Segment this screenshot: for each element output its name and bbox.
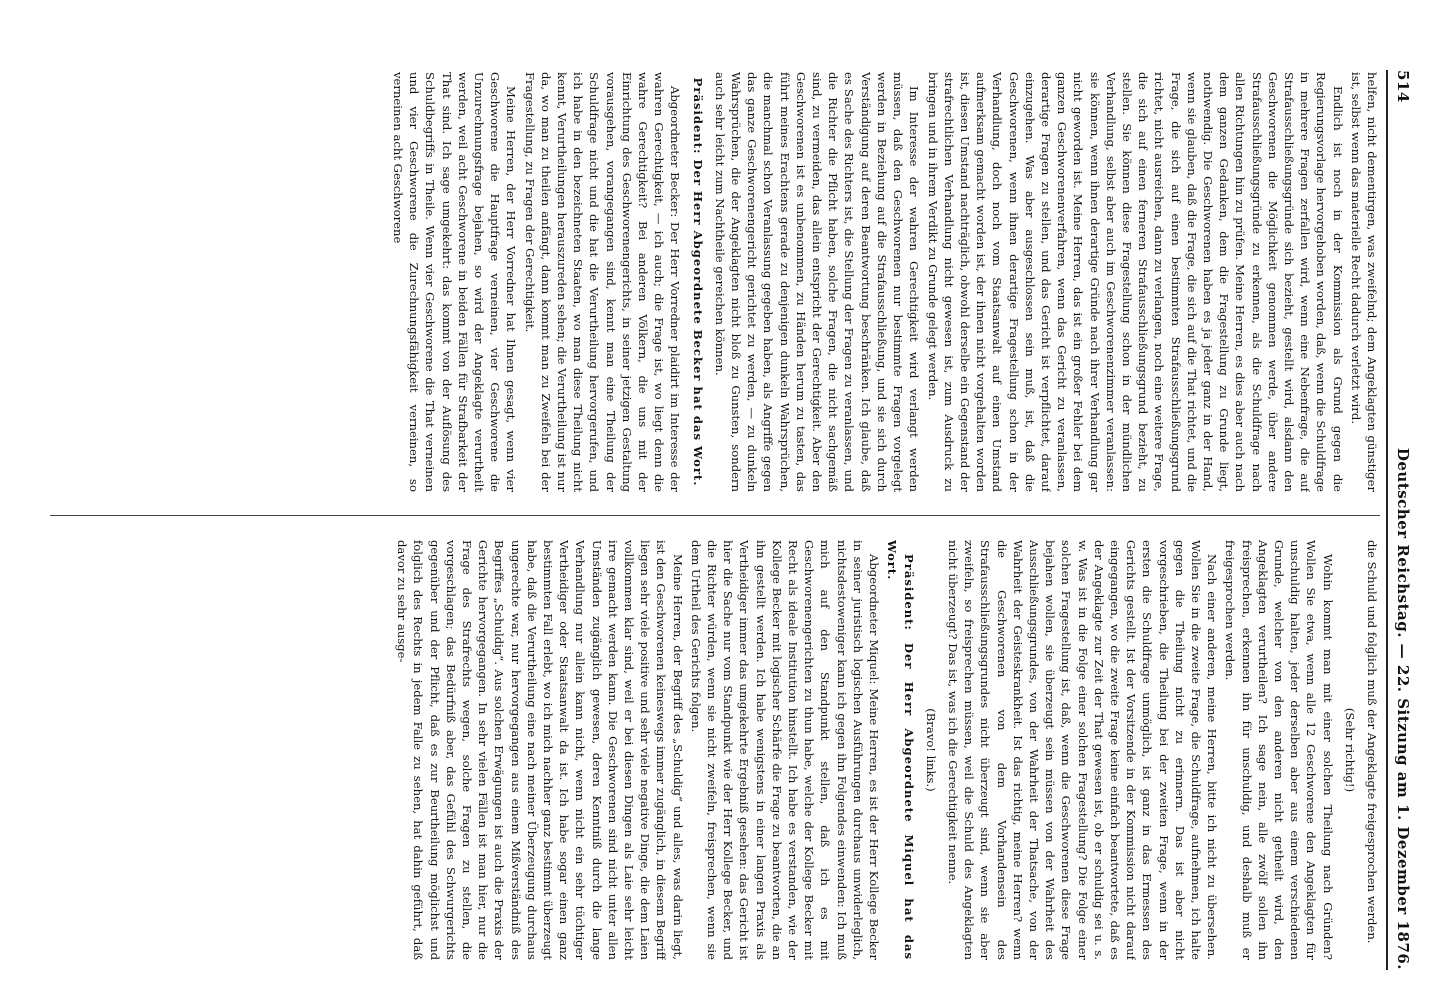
page-number: 514 xyxy=(1394,70,1412,103)
right-column xyxy=(50,540,1380,960)
paragraph: Im Interesse der wahren Gerechtigkeit wird verlangt werden müssen, daß den Geschworenen nur bestimmte Fragen vorgelegt werden in Beziehung auf die Strafausschließung, und sie sich durch Verständigung auf deren Beantwortung beschränken. Ich glaube, daß es Sache des Richters ist, die Stellung der Fragen zu veranlassen, und die Richter die Pflicht haben, solche Fragen, die nicht sachgemäß sind, zu vermeiden, das allein entspricht der Gerechtigkeit. Aber den Geschworenen ist es unbenommen, zu Händen herum zu tasten, das führt meines Erachtens gerade zu denjenigen dunkeln Wahrsprüchen, die manchmal schon Veranlassung gegeben haben, als Angriffe gegen das ganze Geschworenengericht gerichtet zu werden, — zu dunkeln Wahrsprüchen, die der Angeklagten nicht bloß zu Gunsten, sondern auch sehr leicht zum Nachtheile gereichen können. xyxy=(712,72,922,492)
interjection: (Sehr richtig!) xyxy=(1342,707,1357,793)
paragraph: Wohin kommt man mit einer solchen Theilung nach Gründen? Wollen Sie etwa, wenn alle 12 Geschworene den Angeklagten für unschuldig halten, jeder derselben aber aus einem verschiedenen Grunde, welcher von den anderen nicht getheilt wird, den Angeklagten verurtheilen? Ich sage nein, alle zwölf sollen ihn freisprechen, erkennen ihn für unschuldig, und deshalb muß er freigesprochen werden. xyxy=(1223,540,1335,960)
running-title: Deutscher Reichstag. — 22. Sitzung am 1. Dezember 1876. xyxy=(1394,447,1412,970)
speaker-line: Präsident: Der Herr Abgeordnete Miquel hat das Wort. xyxy=(885,540,916,960)
paragraph: Meine Herren, der Begriff des „Schuldig“ und alles, was darin liegt, ist den Geschworenen keineswegs immer zugänglich, in diesem Begriff liegen sehr viele positive und sehr viele negative Dinge, die dem Laien vollkommen klar sind, weil er bei diesen Dingen als Laie sehr leicht irre gemacht werden kann. Die Geschworenen sind nicht unter allen Umständen zugänglich gewesen, deren Kenntniß durch die lange Verhandlung nur allein kann nicht, wenn nicht ein sehr tüchtiger Vertheidiger oder Staatsanwalt da ist. Ich habe sogar einen ganz bestimmten Fall erlebt, wo ich mich nachher ganz bestimmt überzeugt habe, daß die Verurtheilung eine nach meiner Überzeugung durchaus ungerechte war, nur hervorgegangen aus einem Mißverständniß des Begriffes „Schuldig“. Aus solchen Erwägungen ist auch die Praxis der Gerichte hervorgegangen. In sehr vielen Fällen ist man hier, nur die Frage des Strafrechts wegen, solche Fragen zu stellen, die vorgeschlagen; das Bedürfniß aber, das Gefühl des Schwurgerichts gegenüber und der Pflicht, daß es zur Beurtheilung möglichst und folglich des Rechts in jedem Falle zu sehen, hat dahin geführt, daß davor zu sehr ausge- xyxy=(395,540,685,960)
paragraph: helfen, nicht dementirgen, was zweifelnd; dem Angeklagten günstiger ist, selbst wenn das materielle Recht dadurch verletzt wird. xyxy=(1348,72,1379,492)
page-header xyxy=(1390,70,1416,970)
paragraph: Abgeordneter Becker: Der Herr Vorredner plaidirt im Interesse der wahren Gerechtigkeit, — ich auch; die Frage ist, wo liegt denn die wahre Gerechtigkeit? Bei anderen Völkern, die uns mit der Einrichtung des Geschworenengerichts, in seiner jetzigen Gestaltung vorausgehen, vorangegangen sind, kennt man eine Theilung der Schuldfrage nicht und die hat die Verurtheilung hervorgerufen, und ich habe in den bezeichneten Staaten, wo man diese Theilung nicht kennt, Verurtheilungen herauszureden sehen; die Verurtheilung ist nur da, wo man zu theilen anfängt, dann kommt man zu Zweifeln bei der Fragestellung, zu Fragen der Gerechtigkeit. xyxy=(522,72,683,492)
left-column xyxy=(50,72,1380,492)
paragraph: Nach einer anderen, meine Herren, bitte ich nicht zu übersehen. Wollen Sie in die zweite Frage, die Schuldfrage, aufnehmen, ich halte gegen die Theilung nicht zu erinnern. Das ist aber nicht vorgeschrieben, die Theilung bei der zweiten Frage, wenn in der ersten die Schuldfrage unmöglich, ist ganz in das Ermessen des Gerichts gestellt. Ist der Vorsitzende in der Kommission nicht darauf eingegangen, wo die zweite Frage keine einfach beantwortete, daß es der Angeklagte zur Zeit der That gewesen ist, ob er schuldig sei u. s. w. Was ist in die Folge einer solchen Fragestellung? Die Folge einer solchen Fragestellung ist, daß, wenn die Geschworenen diese Frage bejahen wollen, sie überzeugt sein müssen von der Wahrheit des Ausschließungsgrundes, von der Wahrheit der Thatsache, von der Wahrheit der Geisteskrankheit. Ist das richtig, meine Herren? wenn die Geschworenen von dem Vorhandensein des Strafausschließungsgrundes nicht überzeugt sind, wenn sie aber zweifeln, so freisprechen müssen, weil die Schuld des Angeklagten nicht überzeugt? Das ist, was ich die Gerechtigkeit nenne. xyxy=(945,540,1220,960)
speaker-line: Präsident: Der Herr Abgeordnete Becker hat das Wort. xyxy=(690,77,705,487)
paragraph: Abgeordneter Miquel: Meine Herren, es ist der Herr Kollege Becker in seiner juristisch logischen Ausführungen durchaus unwiderleglich, nichtsdestoweniger kann ich gegen ihn Folgendes einwenden: Ich muß mich auf den Standpunkt stellen, daß ich es mit Geschworenengerichten zu thun habe, welche der Kollege Becker mit Recht als ideale Institution hinstellt. Ich habe es verstanden, wie der Kollege Becker mit logischer Schärfe die Frage zu beantworten, die an ihn gestellt werden. Ich habe wenigstens in einer langen Praxis als Vertheidiger immer das umgekehrte Ergebniß gesehen: das Gericht ist hier die Sache nur vom Standpunkt wie der Herr Kollege Becker, und die Richter würden, wenn sie nicht zweifeln, freisprechen, wenn sie dem Urtheil des Gerichts folgen. xyxy=(688,540,882,960)
header-rule xyxy=(1386,70,1388,970)
paragraph: Meine Herren, der Herr Vorredner hat Ihnen gesagt, wenn vier Geschworene die Hauptfrage verneinen, vier Geschworene die Unzurechnungsfrage bejahen, so wird der Angeklagte verurtheilt werden, weil acht Geschworene in beiden Fällen für Strafbarkeit der That sind. Ich sage umgekehrt: das kommt von der Auflösung des Schuldbegriffs in Theile. Wenn vier Geschworene die That verneinen und vier Geschworene die Zurechnungsfähigkeit verneinen, so verneinen acht Geschworene xyxy=(391,72,519,492)
interjection: (Bravo! links.) xyxy=(923,708,938,792)
paragraph: die Schuld und folglich muß der Angeklagte freigesprochen werden. xyxy=(1365,540,1379,944)
column-divider xyxy=(50,515,1380,516)
paragraph: Endlich ist noch in der Kommission als Grund gegen die Regierungsvorlage hervorgehoben worden, daß, wenn die Schuldfrage in mehrere Fragen zerfallen wird, wenn eine Nebenfrage, die auf Strafausschließungsgründe sich bezieht, gestellt wird, alsdann den Geschworenen die Möglichkeit genommen werde, über andere Strafausschließungsgründe zu erkennen, als die Schuldfrage nach allen Richtungen hin zu prüfen. Meine Herren, es dies aber auch nach dem ganzen Gedanken, dem die Fragestellung zu Grunde liegt, nothwendig. Die Geschworenen haben es ja jeder ganz in der Hand, wenn sie glauben, daß die Frage, die sich auf die That richtet, und die Frage, die sich auf einen bestimmten Strafausschließungsgrund richtet, nicht ausreichen, dann zu verlangen, noch eine weitere Frage, die sich auf einen ferneren Strafausschließungsgrund bezieht, zu stellen. Sie können diese Fragestellung schon in der mündlichen Verhandlung, selbst aber auch im Geschworenenzimmer veranlassen: sie können, wenn ihnen derartige Gründe nach ihrer Verhandlung gar nicht geworden ist. Meine Herren, das ist ein großer Fehler bei dem ganzen Geschworenenverfahren, wenn das Gericht zu veranlassen, derartige Fragen zu stellen, und das Gericht ist verpflichtet, darauf einzugehen. Was aber ausgeschlossen sein muß, ist, daß die Geschworenen, wenn ihnen derartige Fragestellung schon in der Verhandlung, doch noch vom Staatsanwalt auf einen Umstand aufmerksam gemacht worden ist, der ihnen nicht vorgehalten worden ist, diesen Umstand nachträglich, obwohl derselbe ein Gegenstand der strafrechtlichen Verhandlung nicht gewesen ist, zum Ausdruck zu bringen und in ihrem Verdikt zu Grunde gelegt werden. xyxy=(925,72,1345,492)
